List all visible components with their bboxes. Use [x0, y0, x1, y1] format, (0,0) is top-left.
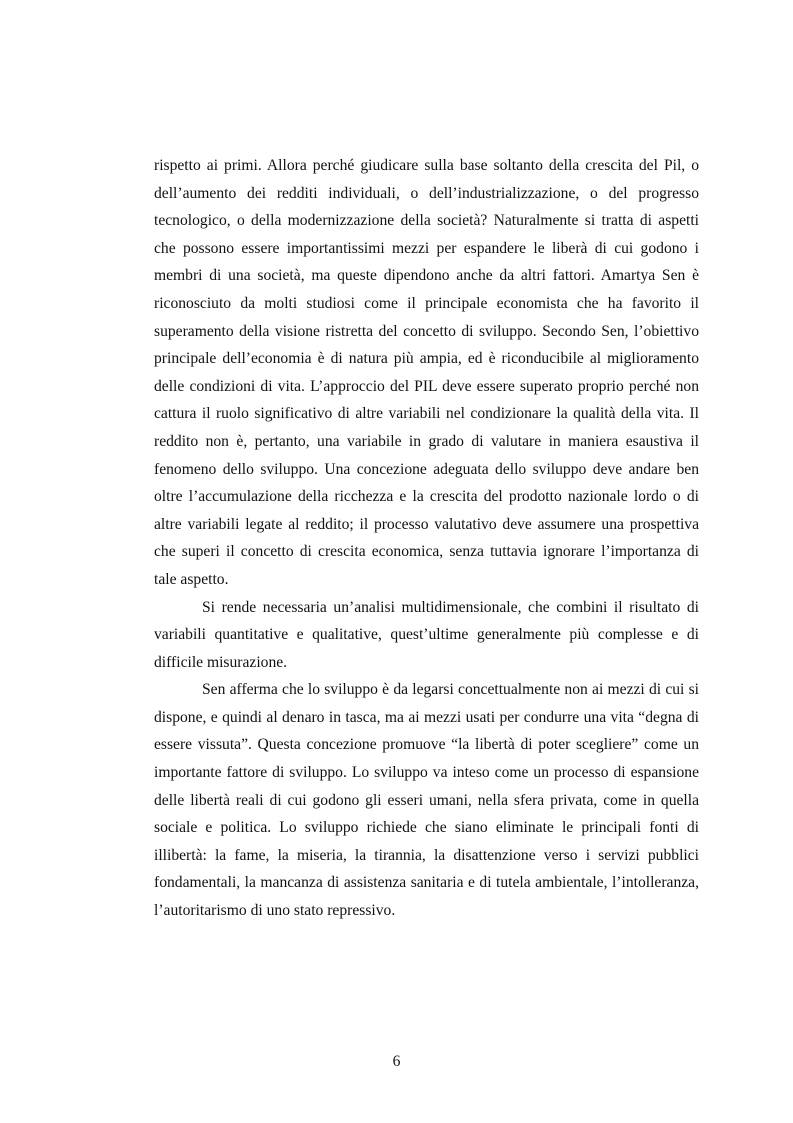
paragraph-sen-development: Sen afferma che lo sviluppo è da legarsi concettualmente non ai mezzi di cui si dispone, e quindi al denaro in tasca, ma ai mezzi usati per condurre una vita “degna di essere vissuta”. Questa concezione promuove “la libertà di poter scegliere” come un importante fattore di sviluppo. Lo sviluppo va inteso come un processo di espansione delle libertà reali di cui godono gli esseri umani, nella sfera privata, come in quella sociale e politica. Lo sviluppo richiede che siano eliminate le principali fonti di illibertà: la fame, la miseria, la tirannia, la disattenzione verso i servizi pubblici fondamentali, la mancanza di assistenza sanitaria e di tutela ambientale, l’intolleranza, l’autoritarismo di uno stato repressivo.: [154, 681, 699, 920]
page-number: 6: [392, 1053, 401, 1070]
body-text: [154, 152, 699, 925]
paragraph-multidimensional-analysis: Si rende necessaria un’analisi multidimensionale, che combini il risultato di variabili quantitative e qualitative, quest’ultime generalmente più complesse e di difficile misurazione.: [154, 598, 699, 671]
paragraph-continuation: rispetto ai primi. Allora perché giudicare sulla base soltanto della crescita del Pil, o dell’aumento dei redditi individuali, o dell’industrializzazione, o del progresso tecnologico, o della modernizzazione della società? Naturalmente si tratta di aspetti che possono essere importantissimi mezzi per espandere le liberà di cui godono i membri di una società, ma queste dipendono anche da altri fattori. Amartya Sen è riconosciuto da molti studiosi come il principale economista che ha favorito il superamento della visione ristretta del concetto di sviluppo. Secondo Sen, l’obiettivo principale dell’economia è di natura più ampia, ed è riconducibile al miglioramento delle condizioni di vita. L’approccio del PIL deve essere superato proprio perché non cattura il ruolo significativo di altre variabili nel condizionare la qualità della vita. Il reddito non è, pertanto, una variabile in grado di valutare in maniera esaustiva il fenomeno dello sviluppo. Una concezione adeguata dello sviluppo deve andare ben oltre l’accumulazione della ricchezza e la crescita del prodotto nazionale lordo o di altre variabili legate al reddito; il processo valutativo deve assumere una prospettiva che superi il concetto di crescita economica, senza tuttavia ignorare l’importanza di tale aspetto.: [154, 157, 699, 588]
